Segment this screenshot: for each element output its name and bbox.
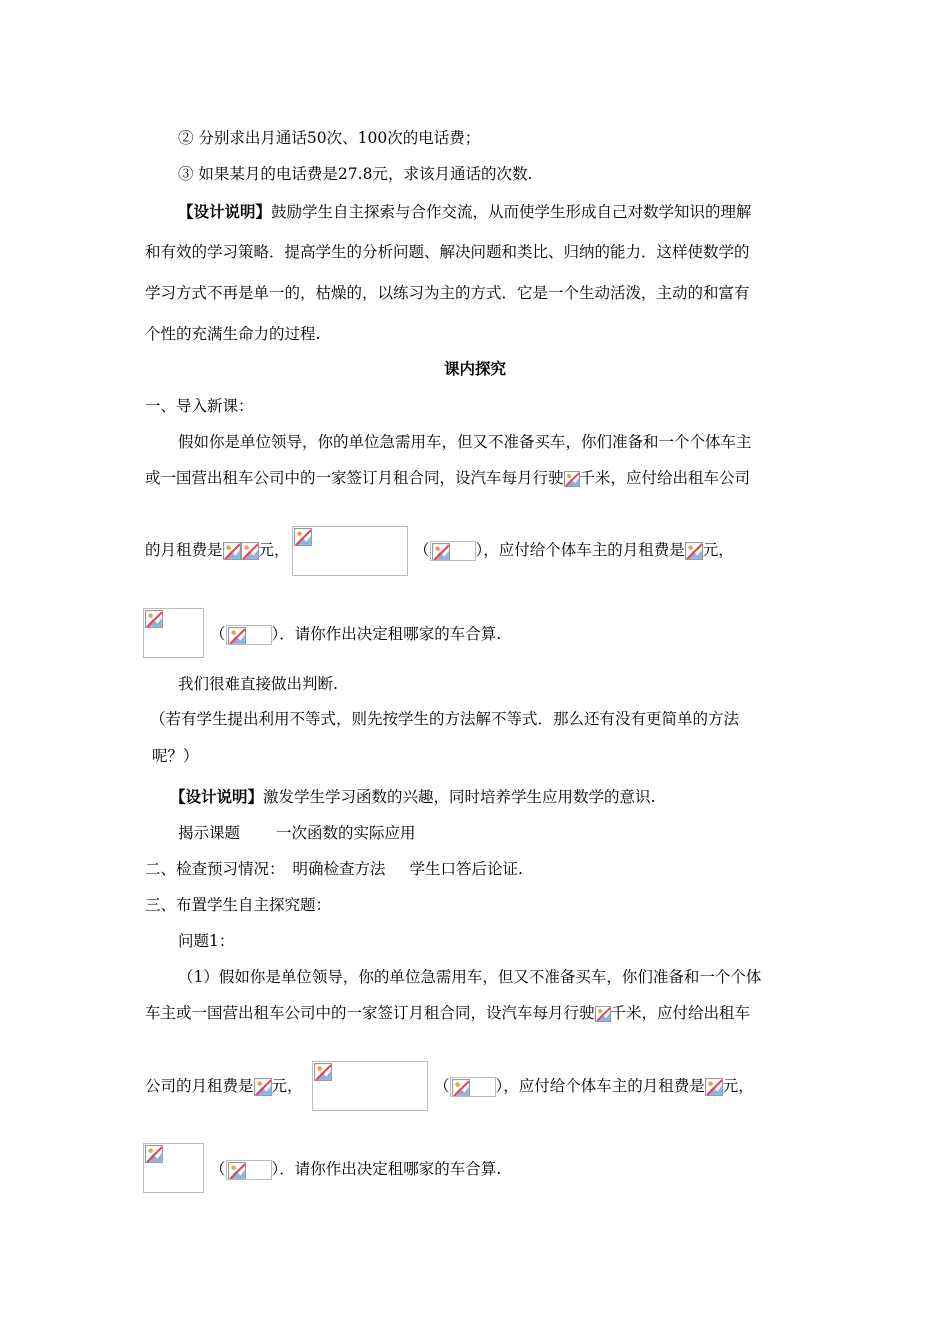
formula-image-placeholder [143,1143,204,1193]
broken-image-icon [223,542,241,560]
broken-image-icon [564,471,580,487]
explore-line3c: （ ），应付给个体车主的月租费是 元， [434,1077,754,1095]
design-note-text: 激发学生学习函数的兴趣，同时培养学生应用数学的意识. [263,788,656,806]
formula-image-placeholder [292,526,408,576]
item-q3: ③ 如果某月的电话费是27.8元，求该月通话的次数. [178,165,533,183]
design-note-2 [170,787,655,807]
formula-image-placeholder [312,1061,428,1111]
explore-line3a: 公司的月租费是 元， [145,1077,303,1095]
design-note-label: 【设计说明】 [178,202,272,221]
preview-heading: 二、检查预习情况： 明确检查方法 学生口答后论证. [145,860,523,878]
explore-line4: （ ）．请你作出决定租哪家的车合算. [210,1160,502,1178]
design-note-1-line3: 学习方式不再是单一的，枯燥的，以练习为主的方式．它是一个生动活泼，主动的和富有 [145,284,750,302]
broken-image-icon [685,542,703,560]
formula-image-placeholder [143,608,204,658]
design-note-text: 鼓励学生自主探索与合作交流，从而使学生形成自己对数学知识的理解 [271,203,752,221]
reveal-topic: 揭示课题 一次函数的实际应用 [178,824,416,842]
explore-line1: （1）假如你是单位领导，你的单位急需用车，但又不准备买车，你们准备和一个个体 [178,968,762,986]
design-note-1-line4: 个性的充满生命力的过程. [145,325,321,343]
intro-p1-line3c: （ ），应付给个体车主的月租费是 元， [414,541,734,559]
explore-heading: 三、布置学生自主探究题： [145,896,332,914]
intro-p1-line2: 或一国营出租车公司中的一家签订月租合同，设汽车每月行驶 千米，应付给出租车公司 [145,469,751,487]
broken-image-icon [226,625,272,645]
broken-image-icon [254,1078,272,1096]
design-note-1-line1 [178,202,752,222]
intro-p2: 我们很难直接做出判断. [178,675,338,693]
section-title: 课内探究 [443,359,506,378]
broken-image-icon [705,1078,723,1096]
problem-label: 问题1： [178,932,235,950]
item-q2: ② 分别求出月通话50次、100次的电话费； [178,129,481,147]
broken-image-icon [595,1006,611,1022]
intro-p1-line4: （ ）．请你作出决定租哪家的车合算. [210,625,502,643]
design-note-label: 【设计说明】 [170,787,264,806]
broken-image-icon [450,1077,496,1097]
explore-line2: 车主或一国营出租车公司中的一家签订月租合同，设汽车每月行驶 千米，应付给出租车 [145,1004,751,1022]
broken-image-icon [226,1160,272,1180]
design-note-1-line2: 和有效的学习策略．提高学生的分析问题、解决问题和类比、归纳的能力．这样使数学的 [145,243,750,261]
intro-heading: 一、导入新课： [145,397,254,415]
intro-p1-line1: 假如你是单位领导，你的单位急需用车，但又不准备买车，你们准备和一个个体车主 [178,433,752,451]
intro-p3-line2: 呢？） [152,747,199,765]
broken-image-icon [241,542,259,560]
intro-p1-line3a: 的月租费是 元， [145,541,290,559]
intro-p3-line1: （若有学生提出利用不等式，则先按学生的方法解不等式．那么还有没有更简单的方法 [150,710,740,728]
broken-image-icon [430,541,476,561]
